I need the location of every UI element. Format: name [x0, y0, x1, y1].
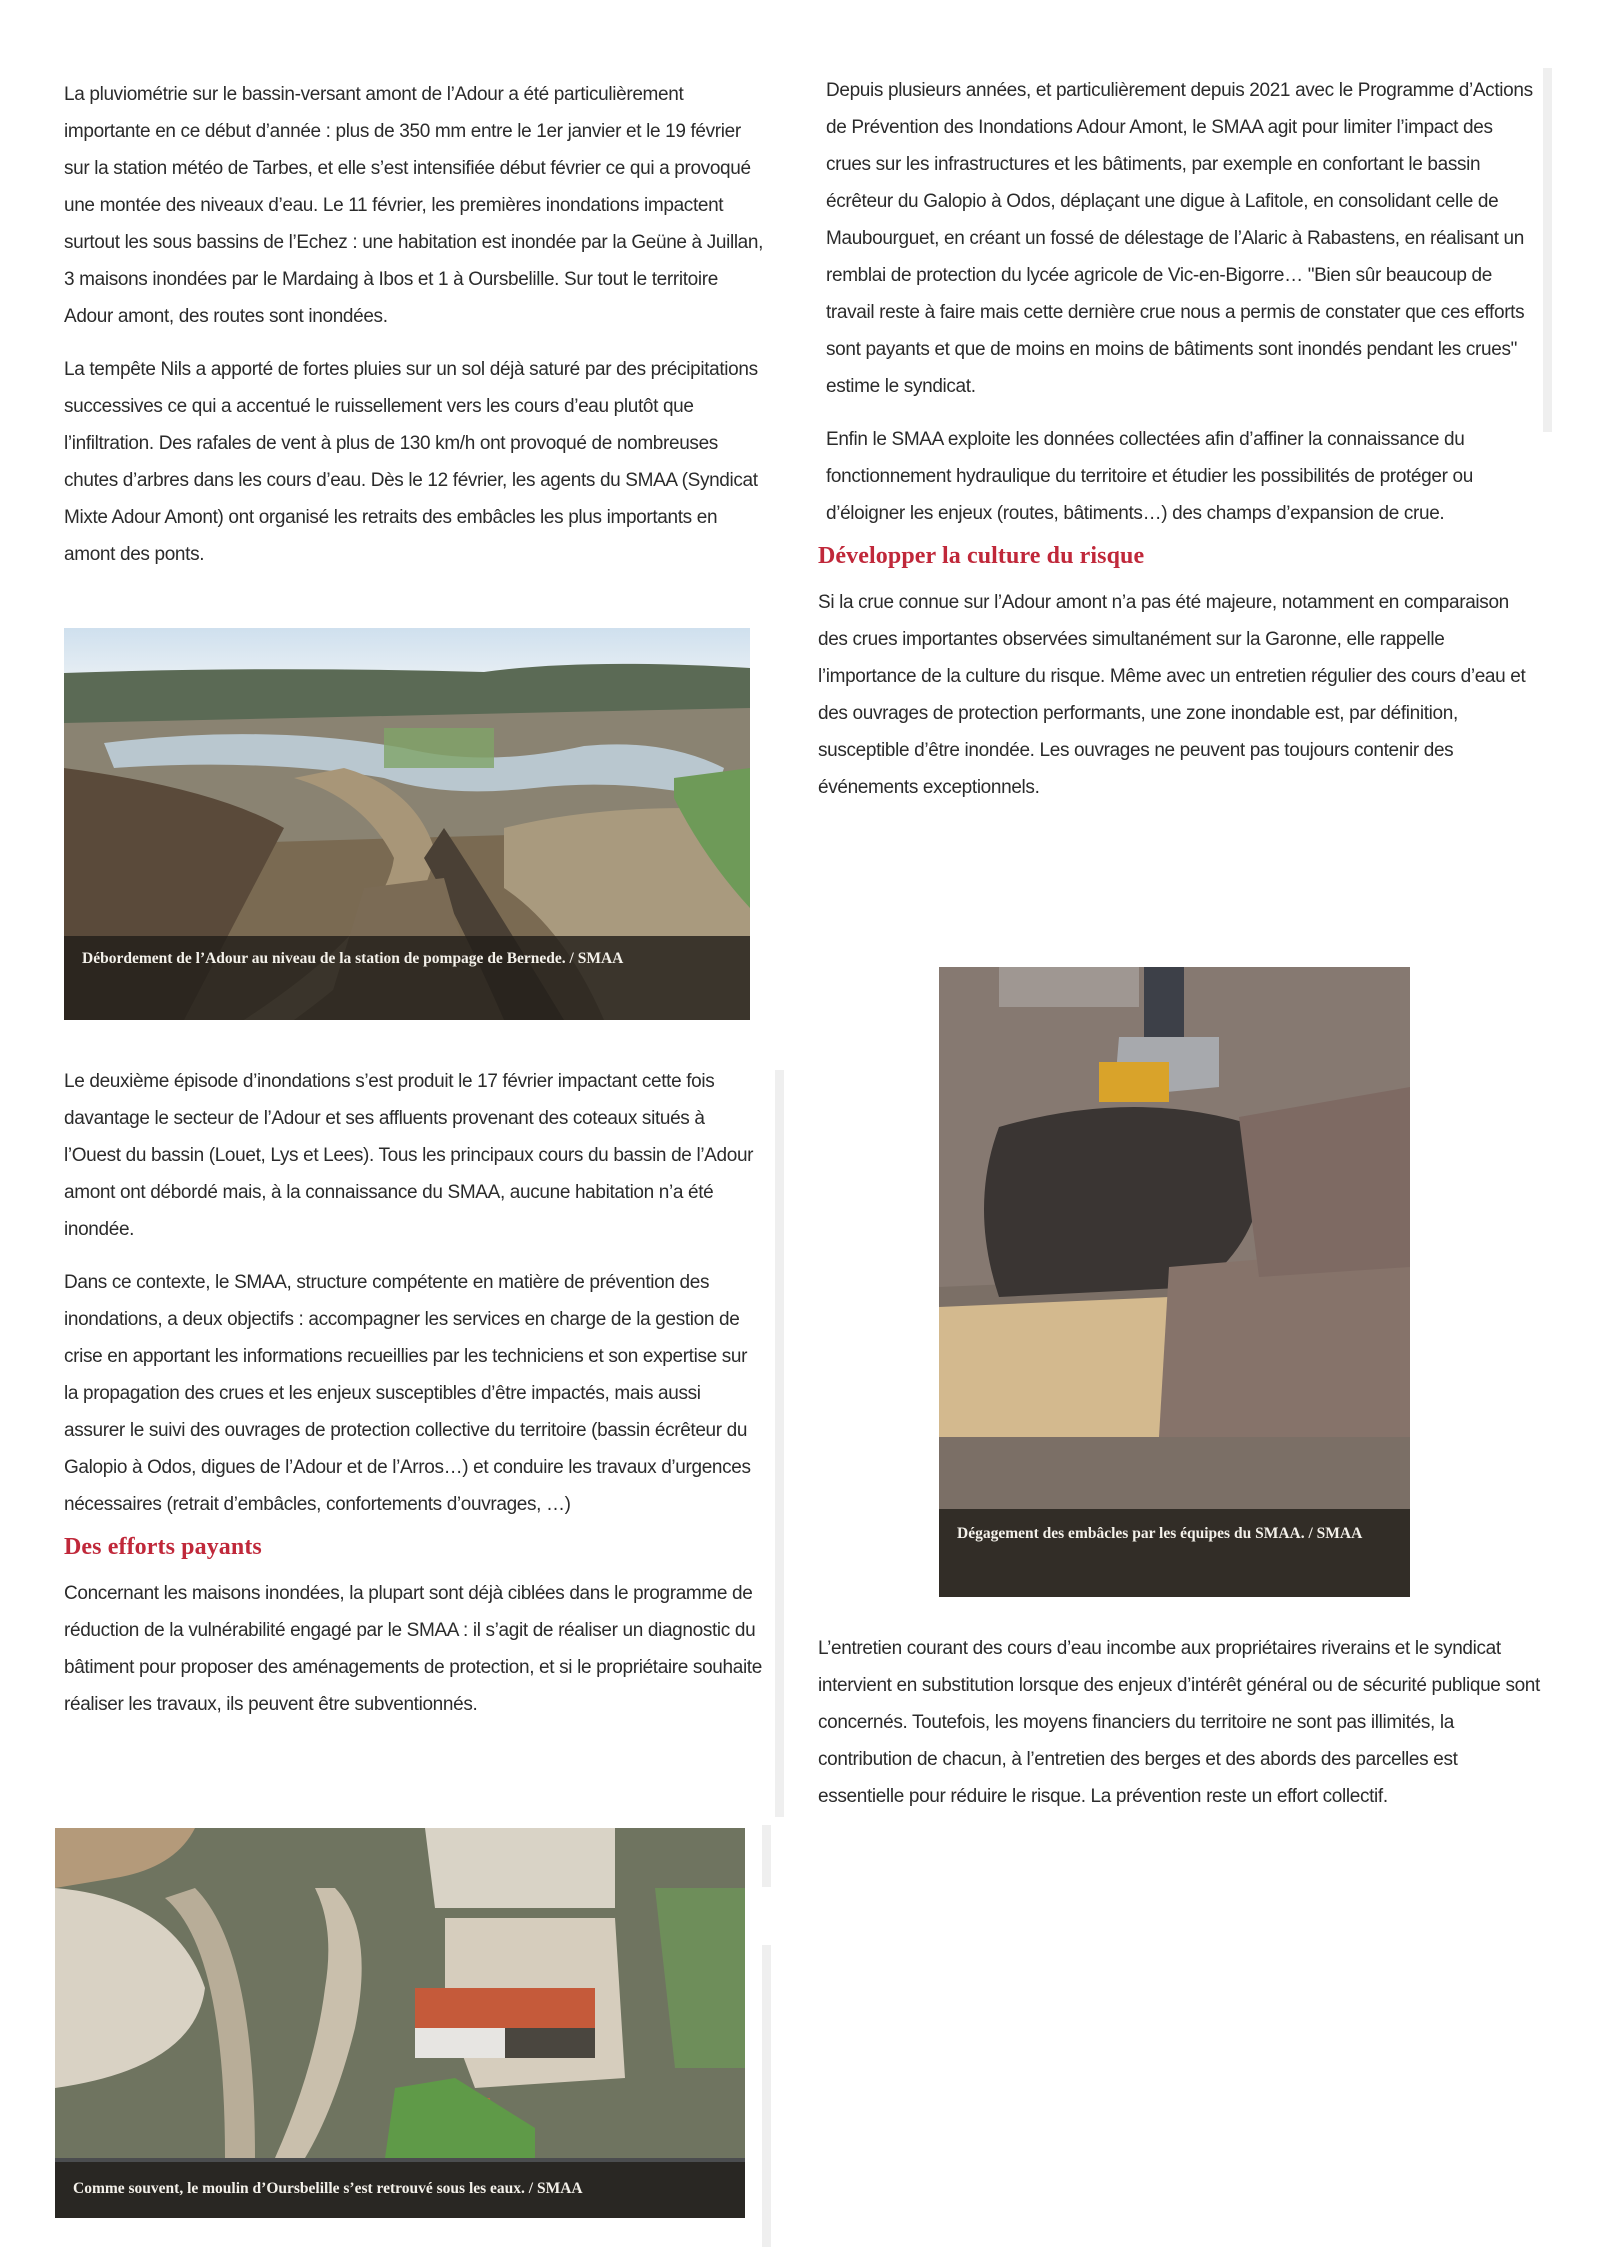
- left-column-continued: [64, 1063, 764, 1723]
- right-column: [818, 72, 1538, 806]
- left-column: [64, 76, 764, 573]
- paragraph-smaa-objectives: Dans ce contexte, le SMAA, structure compétente en matière de prévention des inondations, a deux objectifs : accompagner les services en charge de la gestion de crise en apportant les informations recueillies par les techniciens et son expertise sur la propagation des crues et les enjeux susceptibles d’être impactés, mais aussi assurer le suivi des ouvrages de protection collective du territoire (bassin écrêteur du Galopio à Odos, digues de l’Adour et de l’Arros…) et conduire les travaux d’urgences nécessaires (retrait d’embâcles, confortements d’ouvrages, …): [64, 1272, 751, 1515]
- column-divider-strip: [1543, 68, 1552, 432]
- paragraph-maintenance: L’entretien courant des cours d’eau incombe aux propriétaires riverains et le syndicat intervient en substitution lorsque des enjeux d’intérêt général ou de sécurité publique sont concernés. Toutefois, les moyens financiers du territoire ne sont pas illimités, la contribution de chacun, à l’entretien des berges et des abords des parcelles est essentielle pour réduire le risque. La prévention reste un effort collectif.: [818, 1638, 1540, 1807]
- figure-caption: Débordement de l’Adour au niveau de la station de pompage de Bernede. / SMAA: [64, 936, 750, 1020]
- paragraph-risk-culture: Si la crue connue sur l’Adour amont n’a pas été majeure, notamment en comparaison des crues importantes observées simultanément sur la Garonne, elle rappelle l’importance de la culture du risque. Même avec un entretien régulier des cours d’eau et des ouvrages de protection performants, une zone inondable est, par définition, susceptible d’être inondée. Les ouvrages ne peuvent pas toujours contenir des événements exceptionnels.: [818, 592, 1526, 798]
- paragraph-data-collection: Enfin le SMAA exploite les données collectées afin d’affiner la connaissance du fonctionnement hydraulique du territoire et étudier les possibilités de protéger ou d’éloigner les enjeux (routes, bâtiments…) des champs d’expansion de crue.: [826, 429, 1473, 524]
- right-column-continued: [818, 1630, 1540, 1815]
- section-heading-efforts: Des efforts payants: [64, 1534, 262, 1560]
- paragraph-rainfall: La pluviométrie sur le bassin-versant amont de l’Adour a été particulièrement importante en ce début d’année : plus de 350 mm entre le 1er janvier et le 19 février sur la station météo de Tarbes, et elle s’est intensifiée début février ce qui a provoqué une montée des niveaux d’eau. Le 11 février, les premières inondations impactent surtout les sous bassins de l’Echez : une habitation est inondée par la Geüne à Juillan, 3 maisons inondées par le Mardaing à Ibos et 1 à Oursbelille. Sur tout le territoire Adour amont, des routes sont inondées.: [64, 84, 764, 327]
- column-divider-strip: [775, 1070, 784, 1817]
- column-divider-strip: [762, 1825, 771, 1887]
- figure-debris-removal: [939, 967, 1410, 1597]
- photo-aerial-flooded-mill: [55, 1828, 745, 2218]
- section-heading-risk-culture: Développer la culture du risque: [818, 543, 1145, 569]
- paragraph-papi-actions: Depuis plusieurs années, et particulièrement depuis 2021 avec le Programme d’Actions de Prévention des Inondations Adour Amont, le SMAA agit pour limiter l’impact des crues sur les infrastructures et les bâtiments, par exemple en confortant le bassin écrêteur du Galopio à Odos, déplaçant une digue à Lafitole, en consolidant celle de Maubourguet, en créant un fossé de délestage de l’Alaric à Rabastens, en réalisant un remblai de protection du lycée agricole de Vic-en-Bigorre… "Bien sûr beaucoup de travail reste à faire mais cette dernière crue nous a permis de constater que ces efforts sont payants et que de moins en moins de bâtiments sont inondés pendant les crues" estime le syndicat.: [826, 80, 1533, 397]
- figure-oursbelille-mill: [55, 1828, 745, 2218]
- paragraph-storm-nils: La tempête Nils a apporté de fortes pluies sur un sol déjà saturé par des précipitations successives ce qui a accentué le ruissellement vers les cours d’eau plutôt que l’infiltration. Des rafales de vent à plus de 130 km/h ont provoqué de nombreuses chutes d’arbres dans les cours d’eau. Dès le 12 février, les agents du SMAA (Syndicat Mixte Adour Amont) ont organisé les retraits des embâcles les plus importants en amont des ponts.: [64, 359, 758, 565]
- figure-caption: Comme souvent, le moulin d’Oursbelille s’est retrouvé sous les eaux. / SMAA: [55, 2162, 745, 2218]
- paragraph-houses-flooded: Concernant les maisons inondées, la plupart sont déjà ciblées dans le programme de réduction de la vulnérabilité engagé par le SMAA : il s’agit de réaliser un diagnostic du bâtiment pour proposer des aménagements de protection, et si le propriétaire souhaite réaliser les travaux, ils peuvent être subventionnés.: [64, 1583, 762, 1715]
- column-divider-strip: [762, 1945, 771, 2247]
- figure-adour-overflow: [64, 628, 750, 1020]
- figure-caption: Dégagement des embâcles par les équipes du SMAA. / SMAA: [939, 1509, 1410, 1597]
- paragraph-second-episode: Le deuxième épisode d’inondations s’est produit le 17 février impactant cette fois davantage le secteur de l’Adour et ses affluents provenant des coteaux situés à l’Ouest du bassin (Louet, Lys et Lees). Tous les principaux cours du bassin de l’Adour amont ont débordé mais, à la connaissance du SMAA, aucune habitation n’a été inondée.: [64, 1071, 754, 1240]
- photo-excavator-clearing-debris: [939, 967, 1410, 1597]
